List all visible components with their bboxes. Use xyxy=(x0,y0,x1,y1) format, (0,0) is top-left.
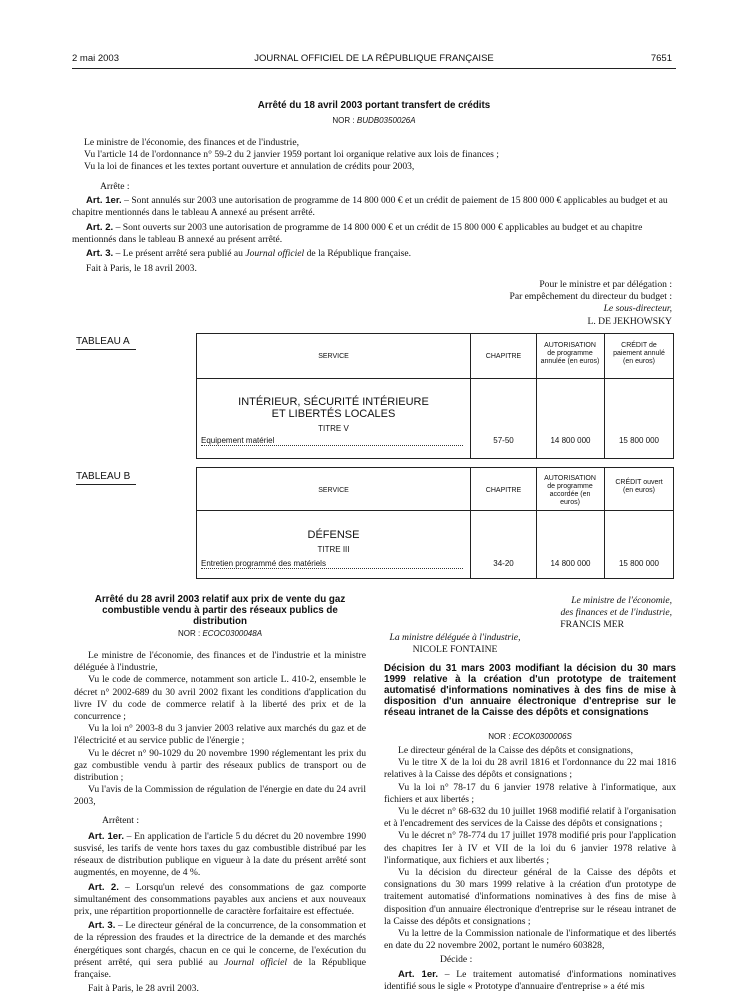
journal-name: Journal officiel xyxy=(224,956,287,968)
table-rule xyxy=(197,378,673,379)
arrete2-title: Arrêté du 28 avril 2003 relatif aux prix de vente du gaz combustible vendu à partir des réseaux publics de distribution xyxy=(94,594,346,627)
row-credit: 15 800 000 xyxy=(618,559,660,568)
nor-label: NOR : xyxy=(177,629,201,638)
nor-label: NOR : xyxy=(332,116,355,125)
arrete2-arretent: Arrêtent : xyxy=(102,814,140,826)
header-rule xyxy=(72,68,676,69)
arrete1-arrete: Arrête : xyxy=(100,181,130,192)
decision-para: Vu la décision du directeur général de la Caisse des dépôts et consignations du 30 mars 1999 relative à la création d'un prototype de traitement automatisé d'informations nominatives à des fins de mise à disposition d'un annuaire électronique d'entreprise sur le réseau intranet de la Caisse des dépôts et consignations ; xyxy=(384,867,676,927)
header-journal-title: JOURNAL OFFICIEL DE LA RÉPUBLIQUE FRANÇAISE xyxy=(254,53,494,64)
decision-decide: Décide : xyxy=(440,954,473,966)
row-chapitre: 34-20 xyxy=(493,559,514,568)
article-label: Art. 3. xyxy=(88,920,116,932)
arrete2-para: Le ministre de l'économie, des finances et de l'industrie et la ministre déléguée à l'industrie, xyxy=(74,650,366,674)
nor-code: ECOK0300006S xyxy=(512,732,572,741)
article-text: de la République française. xyxy=(74,956,366,981)
col-chapitre: CHAPITRE xyxy=(485,353,522,360)
decision-body xyxy=(384,745,676,993)
signature-line: Pour le ministre et par délégation : xyxy=(539,279,672,290)
article-label: Art. 3. xyxy=(86,248,114,259)
decision-para: Vu le titre X de la loi du 28 avril 1816 et l'ordonnance du 22 mai 1816 relatives à la Caisse des dépôts et consignations ; xyxy=(384,757,676,781)
decision-para: Vu la loi n° 78-17 du 6 janvier 1978 relative à l'informatique, aux fichiers et aux libertés ; xyxy=(384,781,676,805)
article-text: – Sont annulés sur 2003 une autorisation de programme de 14 800 000 € et un crédit de paiement de 15 800 000 € applicables au budget et au chapitre mentionnés dans le tableau A annexé au présent arrêté. xyxy=(72,195,668,219)
arrete1-art1 xyxy=(72,195,676,219)
header-date: 2 mai 2003 xyxy=(72,53,120,64)
col-service: SERVICE xyxy=(318,487,349,494)
arrete1-art3 xyxy=(72,248,676,260)
article-label: Art. 2. xyxy=(86,222,114,233)
decision-art1 xyxy=(384,969,676,993)
row-autorisation: 14 800 000 xyxy=(550,436,591,445)
section-title: DÉFENSE xyxy=(307,529,360,541)
table-rule xyxy=(197,510,673,511)
arrete1-para: Vu l'article 14 de l'ordonnance n° 59-2 du 2 janvier 1959 portant loi organique relative aux lois de finances ; xyxy=(84,149,499,161)
header-page-number: 7651 xyxy=(650,53,672,64)
nor-label: NOR : xyxy=(488,732,511,741)
tableau-a xyxy=(196,333,674,459)
row-label: Entretien programmé des matériels xyxy=(201,559,463,569)
decision-para: Le directeur général de la Caisse des dépôts et consignations, xyxy=(398,745,633,756)
col-service: SERVICE xyxy=(318,353,349,360)
article-text: – Le directeur général de la concurrence, de la consommation et de la répression des fraudes et la directrice de la demande et des marchés énergétiques sont chargés, chacun en ce qui le concerne, de l'exécution du présent arrêté, qui sera publié au xyxy=(74,920,366,968)
row-autorisation: 14 800 000 xyxy=(550,559,591,568)
arrete2-signature-delegate xyxy=(380,632,530,656)
signatory-name: FRANCIS MER xyxy=(560,619,624,631)
signature-line: Le sous-directeur, xyxy=(603,303,672,315)
titre-label: TITRE V xyxy=(318,424,349,433)
decision-nor xyxy=(384,732,676,741)
signature-line: La ministre déléguée à l'industrie, xyxy=(389,632,521,643)
article-label: Art. 1er. xyxy=(88,830,124,842)
col-credit: CRÉDIT ouvert (en euros) xyxy=(615,479,663,494)
arrete1-para: Vu la loi de finances et les textes portant ouverture et annulation de crédits pour 2003, xyxy=(84,161,415,173)
signatory-name: NICOLE FONTAINE xyxy=(412,644,498,656)
arrete1-art2 xyxy=(72,222,676,246)
row-credit: 15 800 000 xyxy=(618,436,660,445)
decision-title: Décision du 31 mars 2003 modifiant la décision du 30 mars 1999 relative à la création d'un prototype de traitement automatisé d'informations nominatives à des fins de mise à disposition d'un annuaire électronique d'entreprise sur le réseau intranet de la Caisse des dépôts et consignations xyxy=(384,663,676,718)
arrete1-signature xyxy=(372,279,672,328)
col-autorisation: AUTORISATION de programme annulée (en euros) xyxy=(540,342,600,365)
col-chapitre: CHAPITRE xyxy=(485,487,522,494)
article-label: Art. 1er. xyxy=(398,968,439,980)
arrete2-para: Vu le code de commerce, notamment son article L. 410-2, ensemble le décret n° 2002-689 du 30 avril 2002 fixant les conditions d'application du livre IV du code de commerce relatif à la liberté des prix et de la concurrence ; xyxy=(74,674,366,723)
arrete2-art2 xyxy=(74,882,366,919)
arrete2-art3 xyxy=(74,920,366,981)
tableau-b xyxy=(196,467,674,579)
signature-line: Par empêchement du directeur du budget : xyxy=(509,291,672,303)
arrete1-nor xyxy=(72,116,676,125)
signature-line: des finances et de l'industrie, xyxy=(560,607,672,619)
article-text: – Le traitement automatisé d'informations nominatives identifié sous le sigle « Prototype d'annuaire d'entreprise » a été mis xyxy=(384,968,676,992)
col-credit: CRÉDIT de paiement annulé (en euros) xyxy=(613,342,665,365)
arrete2-nor xyxy=(74,629,366,638)
article-text: – Lorsqu'un relevé des consommations de gaz comporte simultanément des consommations payables aux anciens et aux nouveaux prix, une répartition proportionnelle de caractère forfaitaire est effectuée. xyxy=(74,881,366,918)
arrete2-art1 xyxy=(74,831,366,880)
article-text: de la République française. xyxy=(304,248,412,259)
arrete2-signature-minister xyxy=(392,595,672,632)
journal-name: Journal officiel xyxy=(245,248,305,259)
arrete2-para: Vu le décret n° 90-1029 du 20 novembre 1990 réglementant les prix du gaz combustible vendu à partir des réseaux publics de transport ou de distribution ; xyxy=(74,747,366,784)
arrete2-para: Vu la loi n° 2003-8 du 3 janvier 2003 relative aux marchés du gaz et de l'électricité et au service public de l'énergie ; xyxy=(74,723,366,747)
tableau-b-label: TABLEAU B xyxy=(76,471,136,485)
arrete2-fait: Fait à Paris, le 28 avril 2003. xyxy=(88,983,199,995)
decision-para: Vu le décret n° 68-632 du 10 juillet 1968 modifié relatif à l'organisation et à l'encadrement des services de la Caisse des dépôts et consignations ; xyxy=(384,806,676,830)
titre-label: TITRE III xyxy=(317,545,350,554)
row-label: Equipement matériel xyxy=(201,436,463,446)
article-text: – Le présent arrêté sera publié au xyxy=(113,248,246,259)
arrete1-title: Arrêté du 18 avril 2003 portant transfert de crédits xyxy=(257,100,491,111)
arrete1-preamble xyxy=(84,137,676,174)
article-label: Art. 1er. xyxy=(86,195,122,206)
decision-para: Vu la lettre de la Commission nationale de l'informatique et des libertés en date du 22 novembre 2002, portant le numéro 603828, xyxy=(384,928,676,952)
decision-para: Vu le décret n° 78-774 du 17 juillet 1978 modifié pris pour l'application des chapitres Ier à IV et VII de la loi du 6 janvier 1978 relative à l'informatique, aux fichiers et aux libertés ; xyxy=(384,830,676,866)
signatory-name: L. DE JEKHOWSKY xyxy=(587,315,672,327)
arrete1-fait: Fait à Paris, le 18 avril 2003. xyxy=(86,263,197,274)
arrete1-para: Le ministre de l'économie, des finances et de l'industrie, xyxy=(84,137,299,148)
col-autorisation: AUTORISATION de programme accordée (en euros) xyxy=(544,475,596,506)
article-text: – En application de l'article 5 du décret du 20 novembre 1990 susvisé, les tarifs de vente hors taxes du gaz combustible distribué par les réseaux de distribution publique en vigueur à la date du présent arrêté sont augmentés, en moyenne, de 4 %. xyxy=(74,830,366,879)
arrete2-body xyxy=(74,650,366,995)
section-title: ET LIBERTÉS LOCALES xyxy=(271,408,396,420)
section-title: INTÉRIEUR, SÉCURITÉ INTÉRIEURE xyxy=(238,396,429,408)
row-chapitre: 57-50 xyxy=(493,436,514,445)
signature-line: Le ministre de l'économie, xyxy=(571,595,672,606)
arrete2-para: Vu l'avis de la Commission de régulation de l'énergie en date du 24 avril 2003, xyxy=(74,784,366,808)
article-text: – Sont ouverts sur 2003 une autorisation de programme de 14 800 000 € et un crédit de 15 800 000 € applicables au budget et au chapitre mentionnés dans le tableau B annexé au présent arrêté. xyxy=(72,222,643,246)
nor-code: ECOC0300048A xyxy=(202,629,263,638)
article-label: Art. 2. xyxy=(88,881,119,893)
tableau-a-label: TABLEAU A xyxy=(76,336,136,350)
nor-code: BUDB0350026A xyxy=(356,116,416,125)
